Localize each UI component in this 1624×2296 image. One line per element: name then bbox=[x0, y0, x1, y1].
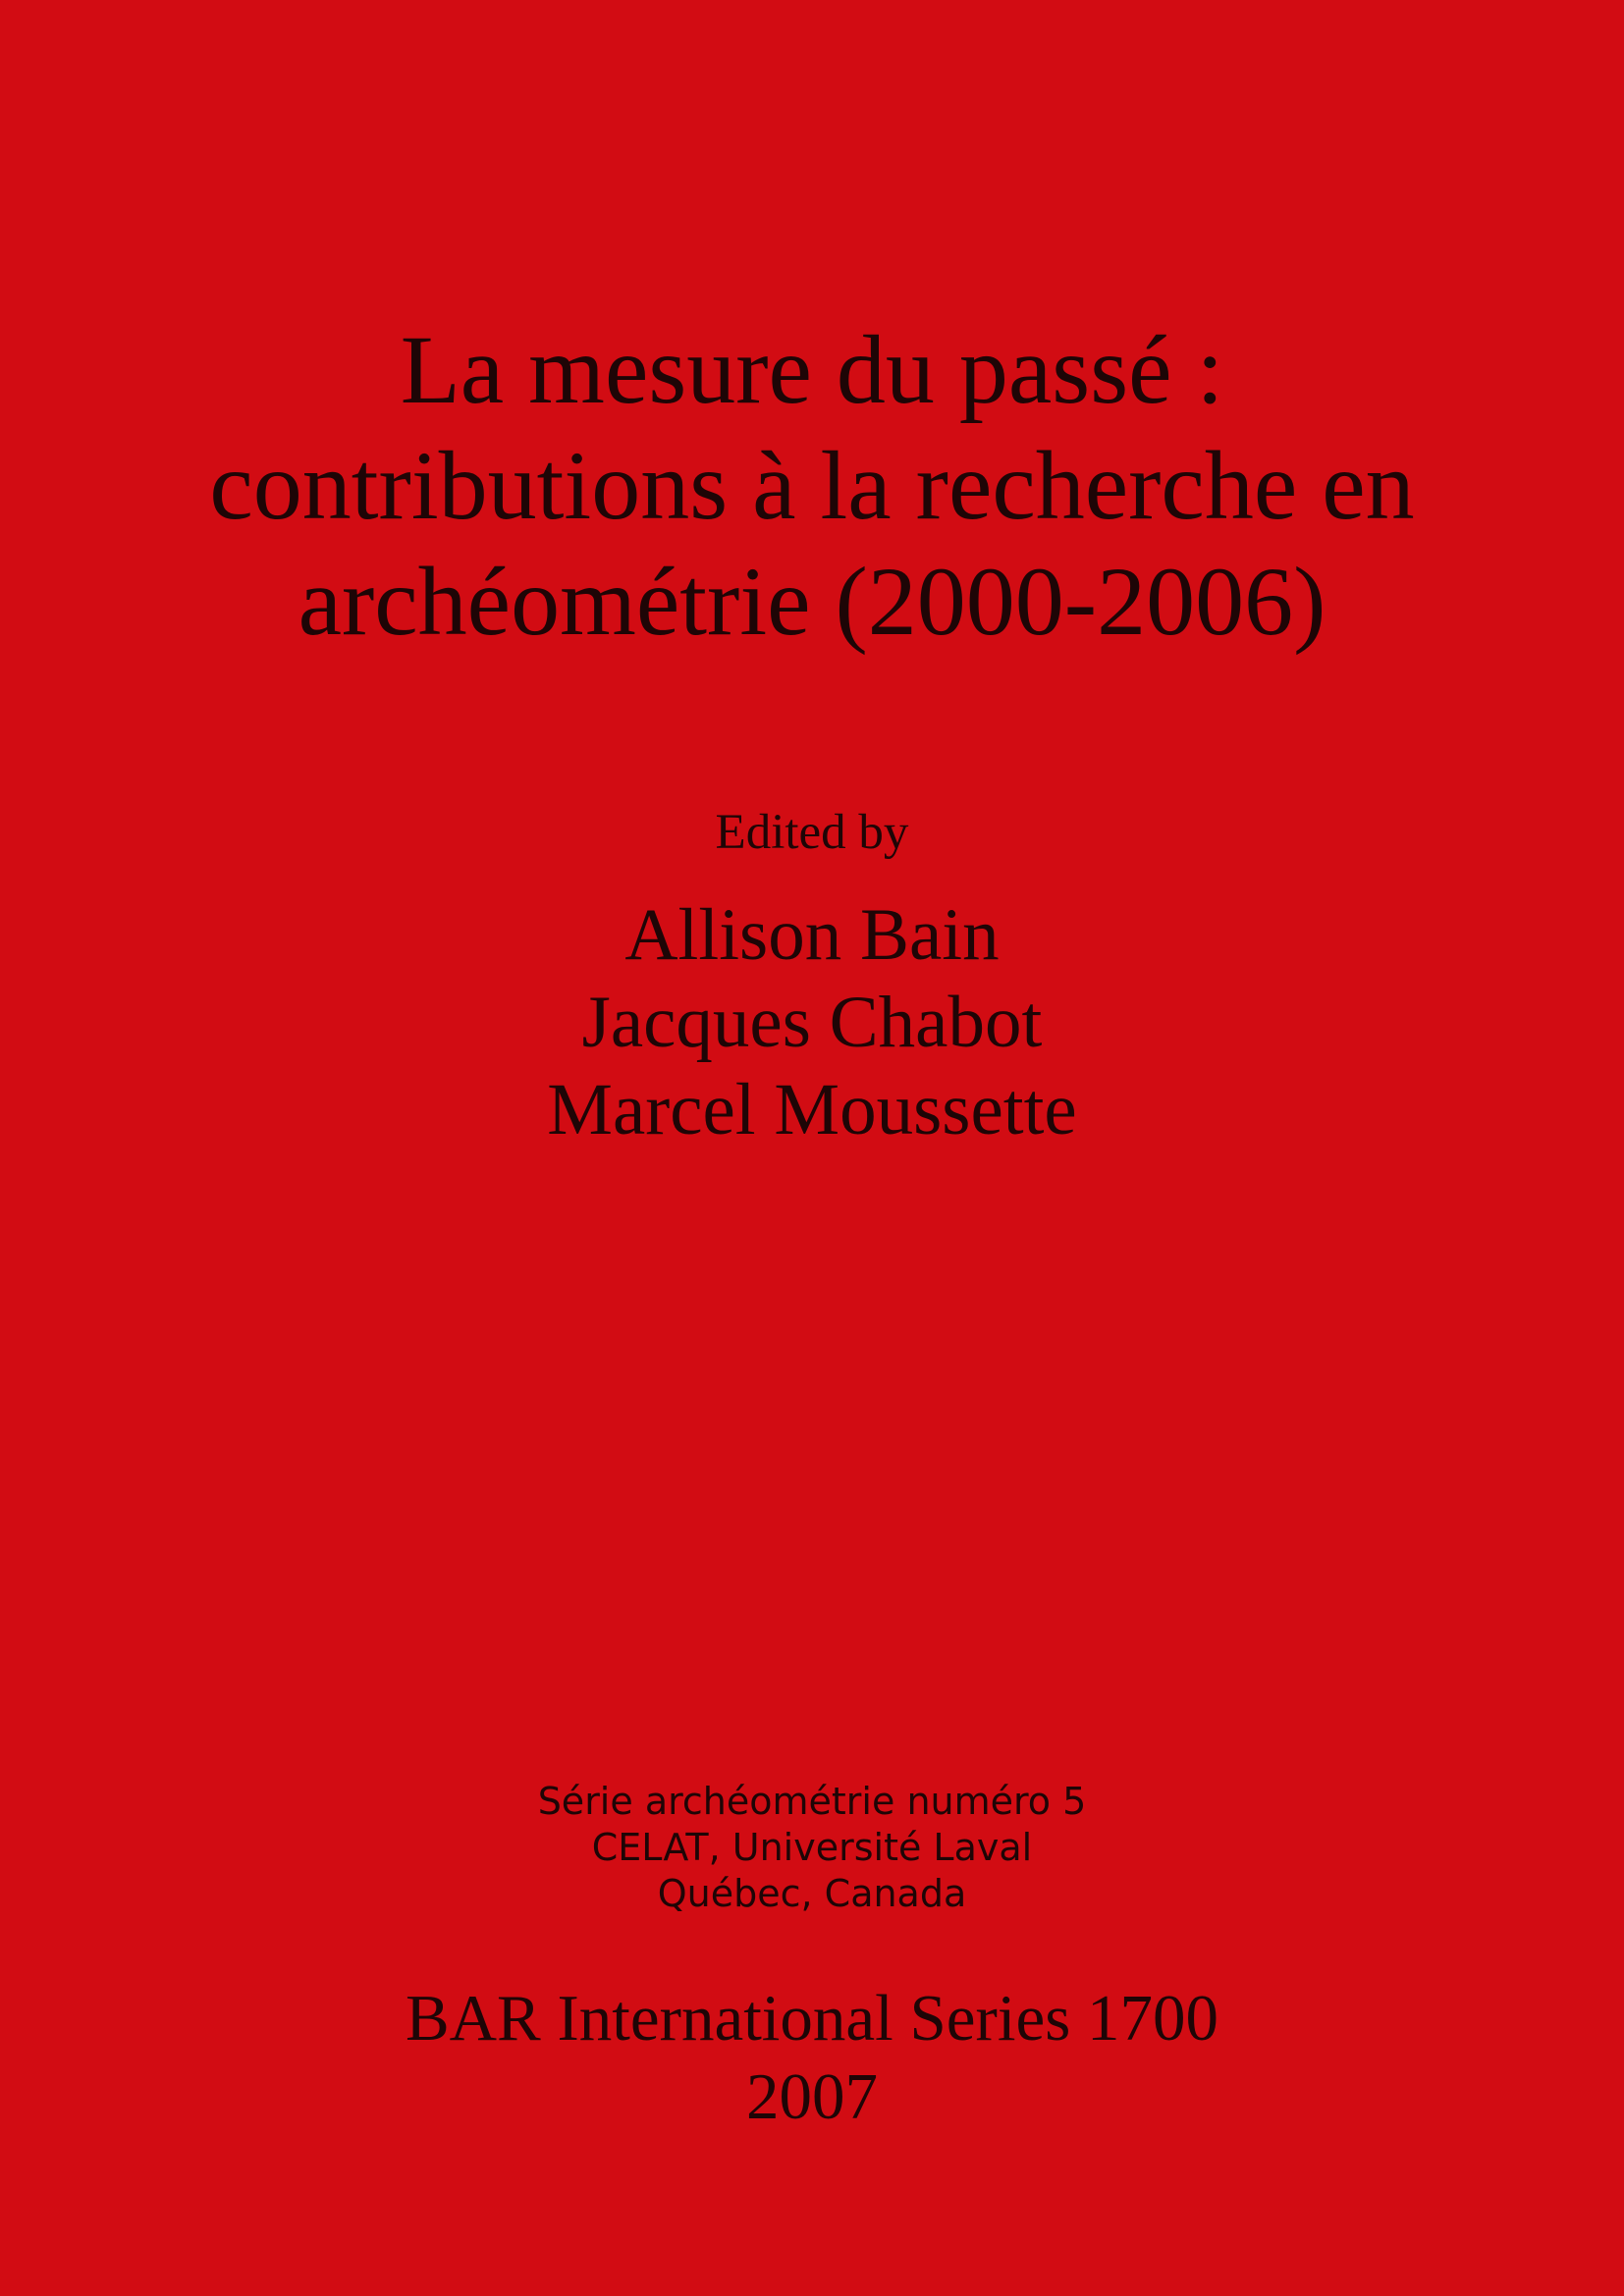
publication-year: 2007 bbox=[746, 2060, 878, 2133]
editor-name: Jacques Chabot bbox=[581, 982, 1043, 1063]
title-line: La mesure du passé : bbox=[400, 315, 1224, 424]
editor-name: Allison Bain bbox=[624, 894, 1000, 976]
editor-name: Marcel Moussette bbox=[547, 1069, 1077, 1150]
series-info-line: Québec, Canada bbox=[657, 1872, 967, 1915]
publisher-series bbox=[0, 1979, 1624, 2136]
series-info bbox=[0, 1779, 1624, 1917]
bar-series-label: BAR International Series 1700 bbox=[405, 1982, 1219, 2055]
title-line: contributions à la recherche en bbox=[209, 431, 1415, 540]
editors-list bbox=[0, 891, 1624, 1153]
series-info-line: Série archéométrie numéro 5 bbox=[537, 1780, 1087, 1823]
edited-by-label: Edited by bbox=[715, 805, 909, 860]
title-line: archéométrie (2000-2006) bbox=[298, 547, 1326, 656]
book-title bbox=[0, 312, 1624, 660]
series-info-line: CELAT, Université Laval bbox=[591, 1826, 1033, 1869]
